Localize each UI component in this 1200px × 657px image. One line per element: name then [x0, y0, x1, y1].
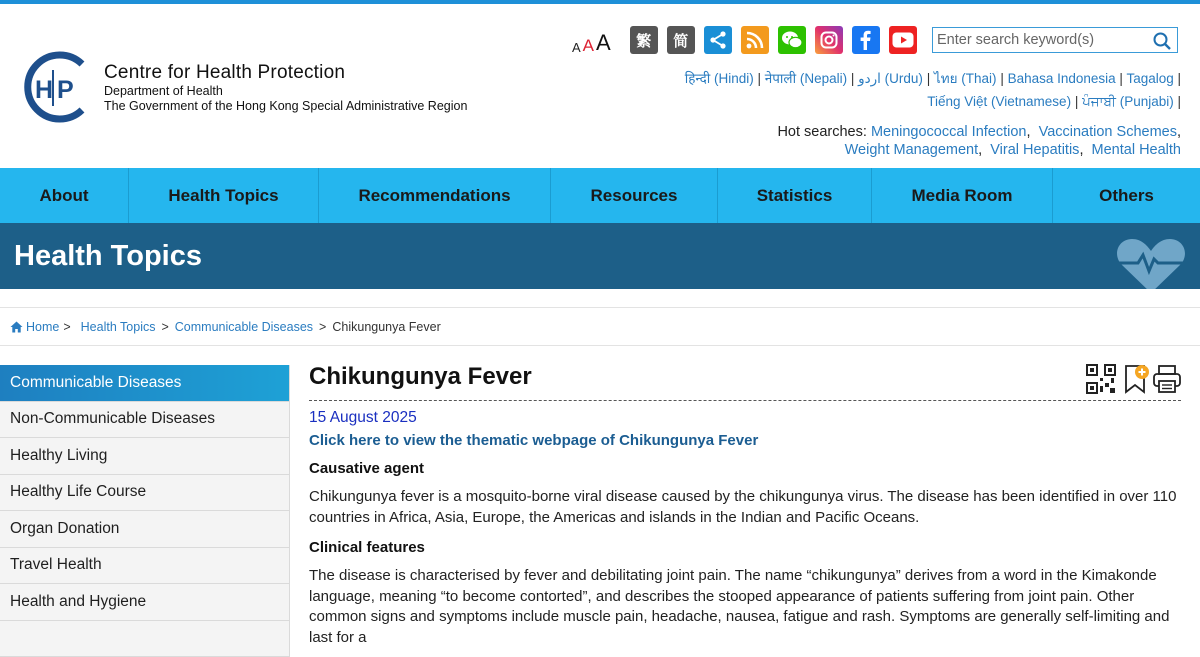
side-menu-item-partial[interactable] [0, 621, 290, 657]
side-menu-item-travel-health[interactable]: Travel Health [0, 548, 290, 585]
search-box [932, 27, 1178, 53]
hot-search-link[interactable]: Mental Health [1092, 142, 1181, 158]
share-icon[interactable] [704, 26, 732, 54]
hot-search-link[interactable]: Weight Management [845, 142, 979, 158]
page-title: Chikungunya Fever [309, 360, 1181, 401]
section-heading-clinical-features: Clinical features [309, 539, 1181, 556]
nav-statistics[interactable]: Statistics [718, 168, 872, 223]
breadcrumb-separator: > [63, 320, 70, 334]
language-links: हिन्दी (Hindi) | नेपाली (Nepali) | اردو (Urdu) | ไทย (Thai) | Bahasa Indonesia | Tagalog | Tiếng Việt (Vietnamese) | ਪੰਜਾਬੀ (Punjabi) | [661, 68, 1181, 113]
org-government: The Government of the Hong Kong Special Administrative Region [104, 99, 467, 114]
svg-text:P: P [57, 76, 74, 104]
breadcrumb-separator: > [161, 320, 168, 334]
font-size-controls [572, 26, 613, 54]
lang-indonesian-link[interactable]: Bahasa Indonesia [1008, 71, 1116, 86]
header-tools [572, 26, 917, 54]
breadcrumb-home[interactable]: Home [26, 320, 59, 334]
side-menu [0, 365, 290, 657]
top-accent-bar [0, 0, 1200, 4]
wechat-icon[interactable] [778, 26, 806, 54]
org-department: Department of Health [104, 84, 467, 99]
lang-vietnamese-link[interactable]: Tiếng Việt (Vietnamese) [927, 94, 1071, 109]
lang-punjabi-link[interactable]: ਪੰਜਾਬੀ (Punjabi) [1082, 94, 1174, 109]
nav-about[interactable]: About [0, 168, 129, 223]
side-menu-item-healthy-life-course[interactable]: Healthy Life Course [0, 475, 290, 512]
instagram-icon[interactable] [815, 26, 843, 54]
nav-health-topics[interactable]: Health Topics [129, 168, 319, 223]
thematic-webpage-link[interactable]: Click here to view the thematic webpage of Chikungunya Fever [309, 432, 1181, 449]
print-icon[interactable] [1152, 364, 1182, 394]
chp-logo[interactable] [20, 50, 90, 124]
section-heading-causative-agent: Causative agent [309, 460, 1181, 477]
font-size-small-button[interactable]: A [572, 41, 581, 54]
organisation-name[interactable] [104, 62, 467, 114]
side-menu-item-communicable-diseases[interactable]: Communicable Diseases [0, 365, 290, 402]
lang-tagalog-link[interactable]: Tagalog [1126, 71, 1173, 86]
side-menu-item-health-and-hygiene[interactable]: Health and Hygiene [0, 584, 290, 621]
nav-media-room[interactable]: Media Room [872, 168, 1053, 223]
lang-nepali-link[interactable]: नेपाली (Nepali) [765, 71, 847, 86]
side-menu-item-healthy-living[interactable]: Healthy Living [0, 438, 290, 475]
search-icon[interactable] [1152, 31, 1172, 51]
org-title: Centre for Health Protection [104, 62, 467, 84]
banner-title: Health Topics [14, 240, 202, 273]
section-banner [0, 223, 1200, 289]
nav-others[interactable]: Others [1053, 168, 1200, 223]
main-content [309, 360, 1181, 648]
heart-pulse-icon [1114, 235, 1188, 289]
traditional-chinese-button[interactable]: 繁 [630, 26, 658, 54]
paragraph-clinical-features: The disease is characterised by fever and debilitating joint pain. The name “chikungunya” derives from a word in the Kimakonde language, meaning “to become contorted”, and describes the stooped appearance of patients suffering from joint pain. Other common signs and symptoms include muscle pain, headache, nausea, fatigue and rash. Symptoms are generally self-limiting and last for a [309, 566, 1181, 648]
lang-hindi-link[interactable]: हिन्दी (Hindi) [685, 71, 754, 86]
font-size-large-button[interactable]: A [596, 32, 611, 54]
breadcrumb-health-topics[interactable]: Health Topics [81, 320, 156, 334]
paragraph-causative-agent: Chikungunya fever is a mosquito-borne viral disease caused by the chikungunya virus. The disease has been identified in over 110 countries in Africa, Asia, Europe, the Americas and islands in the Indian and Pacific Oceans. [309, 487, 1181, 528]
hot-searches-label: Hot searches: [777, 124, 866, 140]
nav-recommendations[interactable]: Recommendations [319, 168, 551, 223]
bookmark-icon[interactable] [1122, 364, 1152, 394]
logo-letters: H [35, 76, 53, 104]
publish-date: 15 August 2025 [309, 409, 1181, 427]
lang-urdu-link[interactable]: اردو (Urdu) [858, 71, 923, 86]
home-icon[interactable] [10, 321, 23, 333]
hot-search-link[interactable]: Vaccination Schemes [1039, 124, 1177, 140]
breadcrumb-separator: > [319, 320, 326, 334]
search-input[interactable] [933, 29, 1143, 51]
side-menu-item-non-communicable-diseases[interactable]: Non-Communicable Diseases [0, 402, 290, 439]
breadcrumb-communicable-diseases[interactable]: Communicable Diseases [175, 320, 313, 334]
hot-search-link[interactable]: Viral Hepatitis [990, 142, 1079, 158]
breadcrumb-current: Chikungunya Fever [332, 320, 440, 334]
facebook-icon[interactable] [852, 26, 880, 54]
font-size-medium-button[interactable]: A [583, 37, 594, 54]
side-menu-item-organ-donation[interactable]: Organ Donation [0, 511, 290, 548]
qr-code-icon[interactable] [1086, 364, 1116, 394]
breadcrumb [0, 307, 1200, 346]
youtube-icon[interactable] [889, 26, 917, 54]
hot-search-link[interactable]: Meningococcal Infection [871, 124, 1027, 140]
nav-resources[interactable]: Resources [551, 168, 718, 223]
main-navigation [0, 168, 1200, 223]
lang-thai-link[interactable]: ไทย (Thai) [934, 71, 997, 86]
hot-searches: Hot searches: Meningococcal Infection, Vaccination Schemes, Weight Management, Viral Hepatitis, Mental Health [681, 124, 1181, 159]
simplified-chinese-button[interactable]: 简 [667, 26, 695, 54]
rss-icon[interactable] [741, 26, 769, 54]
